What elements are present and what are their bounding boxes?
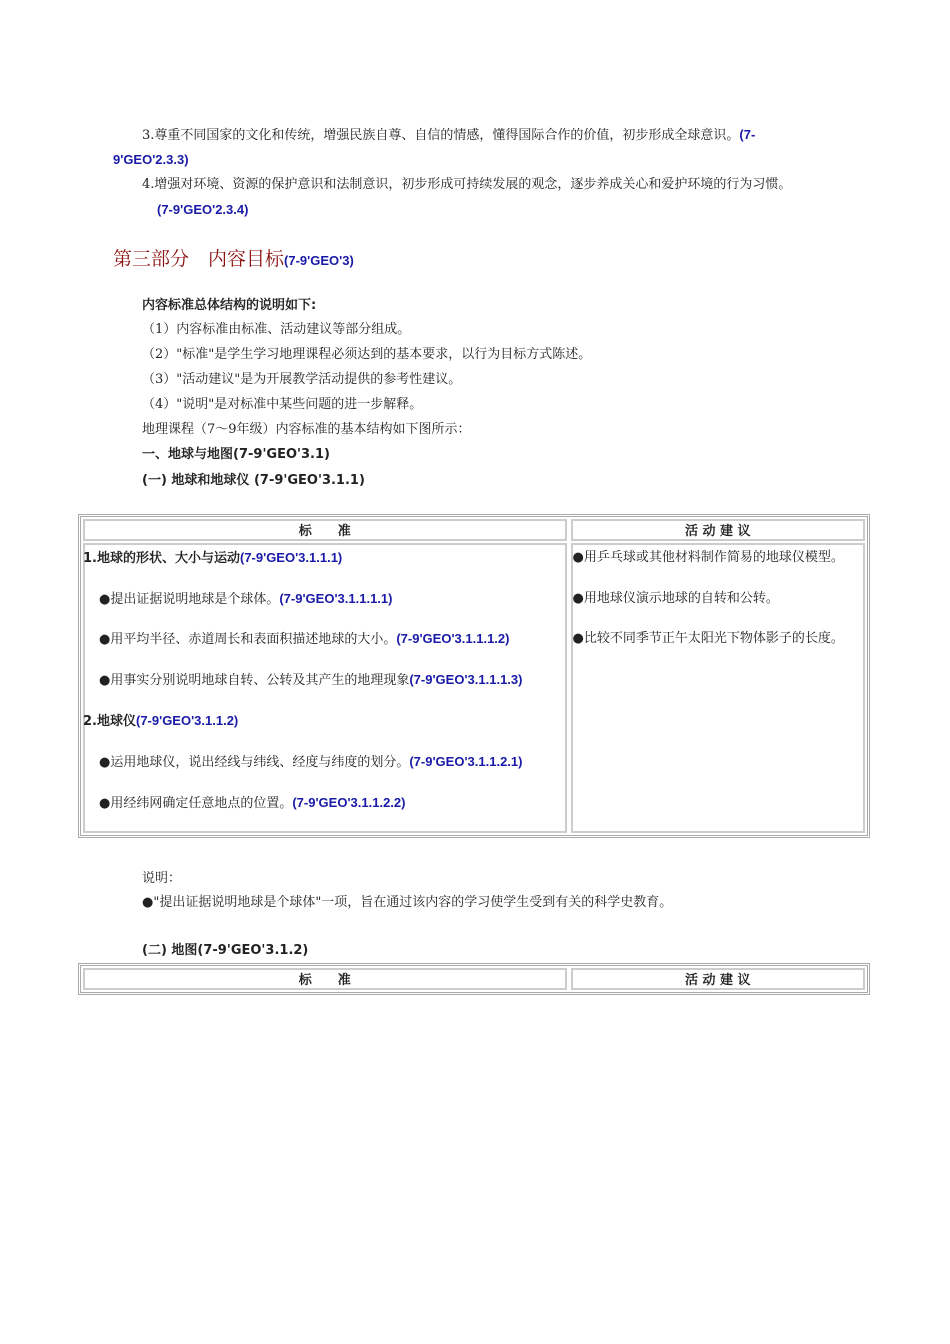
sub-2-heading: (二) 地图(7-9'GEO'3.1.2) [142, 943, 309, 958]
section-3-title: 第三部分 内容目标 [113, 248, 285, 270]
structure-point-3: （3）"活动建议"是为开展教学活动提供的参考性建议。 [142, 372, 462, 387]
table-row: ●用经纬网确定任意地点的位置。(7-9'GEO'3.1.1.2.2) [99, 795, 406, 811]
table-1-standards-cell [83, 543, 567, 833]
goal-4-code: (7-9'GEO'2.3.4) [157, 202, 249, 217]
table-row: 2.地球仪(7-9'GEO'3.1.1.2) [83, 713, 239, 729]
table-row: ●用平均半径、赤道周长和表面积描述地球的大小。(7-9'GEO'3.1.1.1.2) [99, 631, 510, 647]
unit-1-heading: 一、地球与地图(7-9'GEO'3.1) [142, 447, 330, 462]
sub-1-heading: (一) 地球和地球仪 (7-9'GEO'3.1.1) [142, 473, 365, 488]
activity-item: ●用地球仪演示地球的自转和公转。 [572, 591, 779, 606]
standards-table-2 [78, 963, 870, 995]
table-1-header-activity: 活 动 建 议 [571, 519, 865, 541]
structure-point-1: （1）内容标准由标准、活动建议等部分组成。 [142, 322, 411, 337]
structure-point-2: （2）"标准"是学生学习地理课程必须达到的基本要求，以行为目标方式陈述。 [142, 347, 592, 362]
table-row: 1.地球的形状、大小与运动(7-9'GEO'3.1.1.1) [83, 550, 343, 566]
section-3-heading [113, 246, 354, 274]
goal-4-text: 4.增强对环境、资源的保护意识和法制意识，初步形成可持续发展的观念，逐步养成关心和爱护环境的行为习惯。 [142, 177, 792, 192]
table-1-activities-cell [571, 543, 865, 833]
table-2-header-standard: 标 准 [83, 968, 567, 990]
structure-point-4: （4）"说明"是对标准中某些问题的进一步解释。 [142, 397, 423, 412]
goal-3-code-cont: 9'GEO'2.3.3) [113, 152, 189, 167]
table-row: ●用事实分别说明地球自转、公转及其产生的地理现象(7-9'GEO'3.1.1.1.3) [99, 672, 523, 688]
table-1-header-standard: 标 准 [83, 519, 567, 541]
table-2-header-activity: 活 动 建 议 [571, 968, 865, 990]
table-row: ●提出证据说明地球是个球体。(7-9'GEO'3.1.1.1.1) [99, 591, 393, 607]
goal-3-code: (7- [739, 127, 756, 142]
section-3-code: (7-9'GEO'3) [284, 253, 354, 268]
structure-intro: 内容标准总体结构的说明如下: [142, 298, 317, 313]
note-text: ●"提出证据说明地球是个球体"一项，旨在通过该内容的学习使学生受到有关的科学史教育。 [142, 895, 673, 910]
note-label: 说明： [142, 871, 182, 886]
structure-basic: 地理课程（7～9年级）内容标准的基本结构如下图所示： [142, 422, 471, 437]
goal-3-line [142, 125, 755, 146]
activity-item: ●比较不同季节正午太阳光下物体影子的长度。 [572, 631, 844, 646]
goal-3-text: 3.尊重不同国家的文化和传统，增强民族自尊、自信的情感，懂得国际合作的价值，初步形成全球意识。 [142, 128, 740, 143]
standards-table-1 [78, 514, 870, 838]
activity-item: ●用乒乓球或其他材料制作简易的地球仪模型。 [572, 550, 844, 565]
table-row: ●运用地球仪，说出经线与纬线、经度与纬度的划分。(7-9'GEO'3.1.1.2.1) [99, 754, 523, 770]
